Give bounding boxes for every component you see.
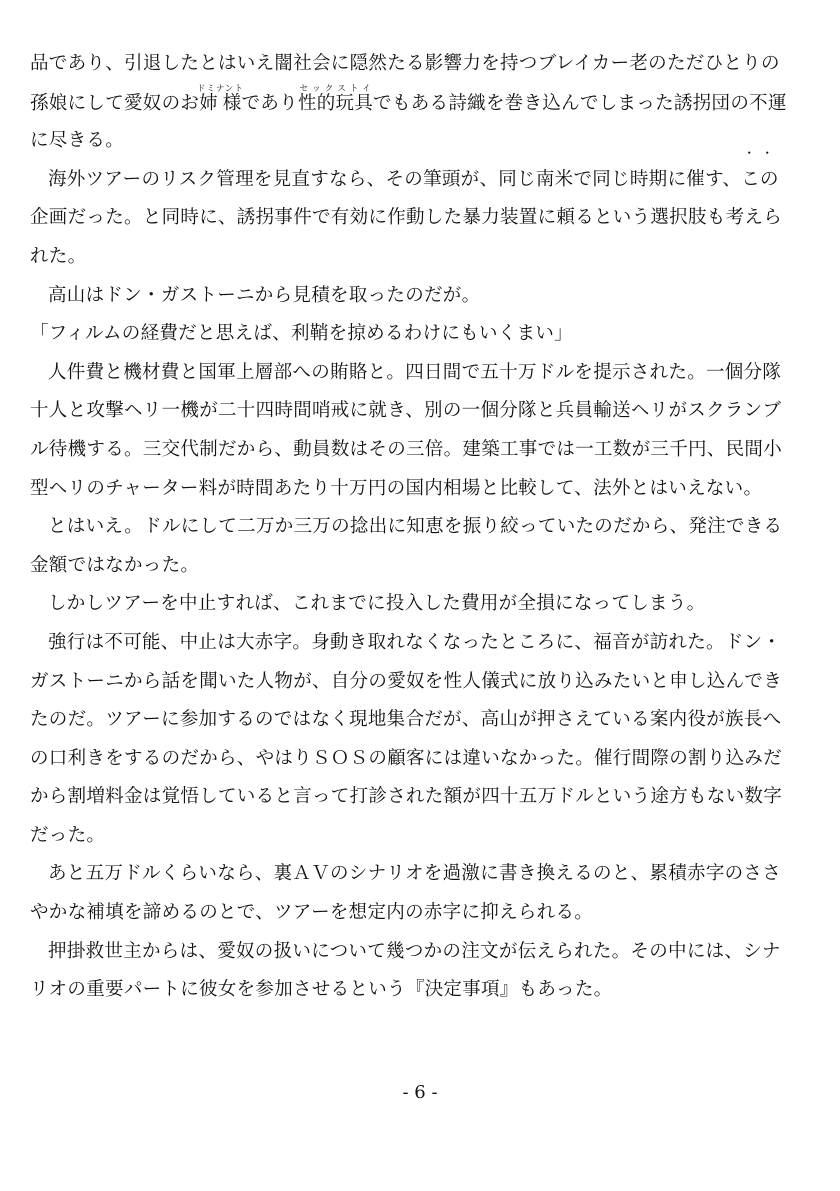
- text-line: [30, 84, 812, 123]
- text-line: [30, 161, 812, 200]
- text-line: あと五万ドルくらいなら、裏ＡＶのシナリオを過激に書き換えるのと、累積赤字のささ: [48, 863, 782, 885]
- text-line: やかな補填を諦めるのとで、ツアーを想定内の赤字に抑えられる。: [30, 902, 594, 924]
- ruby-dominant: 姉様ドミナント: [196, 83, 244, 114]
- text-segment: 海外ツアーのリスク管理を見直すなら、その筆頭が、同じ南米で同じ時期に催す、: [48, 168, 742, 190]
- text-segment: 孫娘にして愛奴のお: [30, 92, 200, 114]
- text-line: 押掛救世主からは、愛奴の扱いについて幾つかの注文が伝えられた。その中には、シナ: [48, 940, 781, 962]
- text-line: 高山はドン・ガストーニから見積を取ったのだが。: [48, 284, 481, 306]
- text-line: の口利きをするのだから、やはりＳＯＳの顧客には違いなかった。催行間際の割り込みだ: [30, 747, 783, 769]
- text-line: に尽きる。: [30, 130, 125, 152]
- text-line: しかしツアーを中止すれば、これまでに投入した費用が全損になってしまう。: [48, 593, 706, 615]
- emphasis-dots: ・・ この: [741, 161, 779, 200]
- text-line: リオの重要パートに彼女を参加させるという『決定事項』もあった。: [30, 979, 613, 1001]
- text-line: れた。: [30, 245, 87, 267]
- ruby-sextoy: 性的玩具セックストイ: [297, 83, 374, 114]
- text-segment: であり: [241, 92, 298, 114]
- text-line: 品であり、引退したとはいえ闇社会に隠然たる影響力を持つブレイカー老のただひとりの: [30, 53, 780, 74]
- text-line: 人件費と機材費と国軍上層部への賄賂と。四日間で五十万ドルを提示された。一個分隊: [48, 361, 782, 383]
- ruby-text: ドミナント: [196, 83, 244, 94]
- text-line: 「フィルムの経費だと思えば、利鞘を掠めるわけにもいくまい」: [30, 323, 573, 345]
- text-line: 十人と攻撃ヘリ一機が二十四時間哨戒に就き、別の一個分隊と兵員輸送ヘリがスクランブ: [30, 400, 782, 422]
- text-line: から割増料金は覚悟していると言って打診された額が四十五万ドルという途方もない数字: [30, 786, 783, 808]
- text-line: とはいえ。ドルにして二万か三万の捻出に知恵を振り絞っていたのだから、発注できる: [48, 516, 783, 538]
- text-line: 企画だった。と同時に、誘拐事件で有効に作動した暴力装置に頼るという選択肢も考えら: [30, 207, 783, 229]
- ruby-text: セックストイ: [297, 83, 374, 94]
- text-line: たのだ。ツアーに参加するのではなく現地集合だが、高山が押さえている案内役が族長へ: [30, 709, 782, 731]
- text-segment: でもある詩織を巻き込んでしまった誘拐団の不運: [373, 92, 787, 114]
- text-line: 型ヘリのチャーター料が時間あたり十万円の国内相場と比較して、法外とはいえない。: [30, 477, 763, 499]
- text-line: 金額ではなかった。: [30, 554, 200, 576]
- text-line: ル待機する。三交代制だから、動員数はその三倍。建築工事では一工数が三千円、民間小: [30, 438, 783, 460]
- text-line: 強行は不可能、中止は大赤字。身動き取れなくなったところに、福音が訪れた。ドン・: [48, 631, 782, 653]
- body-text: [30, 45, 812, 1010]
- text-line: だった。: [30, 824, 106, 846]
- text-line: ガストーニから話を聞いた人物が、自分の愛奴を性人儀式に放り込みたいと申し込んでき: [30, 670, 783, 692]
- page-number: - 6 -: [402, 1082, 438, 1103]
